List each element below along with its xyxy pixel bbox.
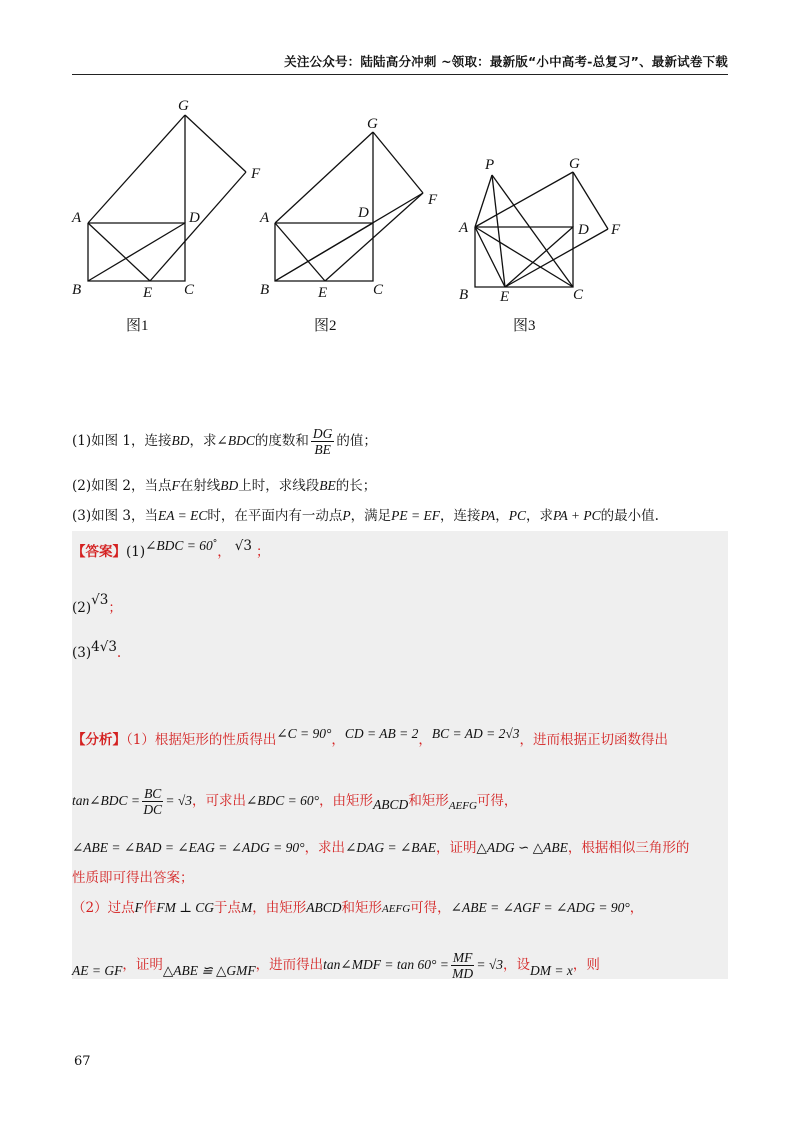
question-1: (1)如图 1，连接BD，求∠BDC的度数和 $\frac{DG}{BE}$ 的值； xyxy=(72,426,377,457)
answer-1: 【答案】(1)∠BDC = 60°， √3 ； xyxy=(72,538,270,560)
fig2-label-a: A xyxy=(260,210,270,226)
fig2-label-e: E xyxy=(318,285,328,301)
fig3-label-g: G xyxy=(569,156,580,172)
figure-1 xyxy=(88,115,246,281)
figure-2 xyxy=(275,132,423,281)
fig3-label-e: E xyxy=(500,289,510,305)
fig2-label-d: D xyxy=(358,205,369,221)
fig1-label-e: E xyxy=(143,285,153,301)
analysis-line-5: （2）过点F作FM ⊥ CG于点M，由矩形ABCD和矩形AEFG可得，∠ABE = ∠AGF = ∠ADG = 90°， xyxy=(72,900,644,916)
fig3-label-d: D xyxy=(578,222,589,238)
fig3-label-b: B xyxy=(459,287,469,303)
analysis-line-3: ∠ABE = ∠BAD = ∠EAG = ∠ADG = 90°，求出∠DAG = ∠BAE，证明△ADG ∽ △ABE，根据相似三角形的 xyxy=(72,840,690,856)
fig1-label-a: A xyxy=(72,210,82,226)
fig1-label-g: G xyxy=(178,98,189,114)
geometry-figures xyxy=(60,92,700,352)
fig2-caption: 图2 xyxy=(314,318,337,334)
answer-label: 【答案】 xyxy=(72,544,126,560)
fig1-label-c: C xyxy=(184,282,195,298)
analysis-line-4: 性质即可得出答案； xyxy=(72,870,194,886)
analysis-line-1: 【分析】（1）根据矩形的性质得出∠C = 90°，CD = AB = 2，BC = AD = 2√3，进而根据正切函数得出 xyxy=(72,726,669,748)
fig3-label-a: A xyxy=(459,220,469,236)
question-3: (3)如图 3，当EA = EC时，在平面内有一动点P，满足PE = EF，连接PA，PC，求PA + PC的最小值. xyxy=(72,508,659,524)
answer-2: (2)√3； xyxy=(72,592,122,616)
fig3-label-c: C xyxy=(573,287,584,303)
fig3-label-f: F xyxy=(611,222,621,238)
fig1-label-d: D xyxy=(189,210,200,226)
fig2-label-f: F xyxy=(428,192,438,208)
fig2-label-g: G xyxy=(367,116,378,132)
page-number: 67 xyxy=(74,1054,91,1069)
fig2-label-c: C xyxy=(373,282,384,298)
analysis-label: 【分析】 xyxy=(72,732,126,748)
analysis-line-2: tan∠BDC = $\frac{BC}{DC}$ = √3，可求出∠BDC = 60°，由矩形ABCD和矩形$_{AEFG}$可得， xyxy=(72,786,518,817)
answer-3: (3)4√3. xyxy=(72,639,122,661)
fig3-label-p: P xyxy=(485,157,495,173)
page-header: 关注公众号：陆陆高分冲刺 ~领取：最新版“小中高考-总复习”、最新试卷下载 xyxy=(72,52,728,75)
question-2: (2)如图 2，当点F在射线BD上时，求线段BE的长； xyxy=(72,478,377,494)
fig2-label-b: B xyxy=(260,282,270,298)
fig1-label-b: B xyxy=(72,282,82,298)
q1-fraction: $\frac{DG}{BE}$ xyxy=(312,426,333,457)
fig1-caption: 图1 xyxy=(126,318,149,334)
fig1-label-f: F xyxy=(251,166,261,182)
analysis-line-6: AE = GF，证明△ABE ≌ △GMF，进而得出tan∠MDF = tan 60° = $\frac{MF}{MD}$ = √3，设DM = x，则 xyxy=(72,950,600,981)
fig3-caption: 图3 xyxy=(513,318,536,334)
